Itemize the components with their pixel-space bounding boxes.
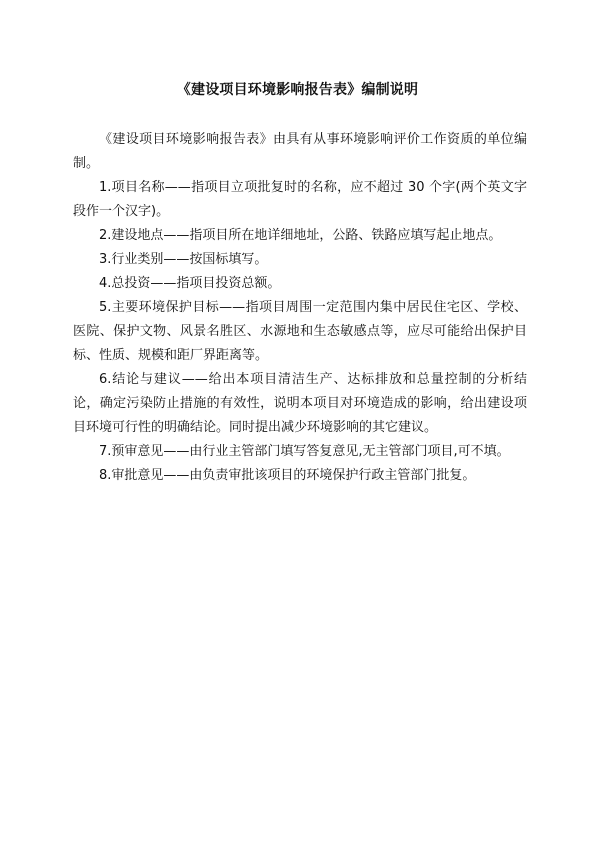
- intro-paragraph: 《建设项目环境影响报告表》由具有从事环境影响评价工作资质的单位编制。: [73, 132, 527, 171]
- document-title: 《建设项目环境影响报告表》编制说明: [176, 82, 419, 98]
- item-construction-site: 2.建设地点——指项目所在地详细地址，公路、铁路应填写起止地点。: [99, 228, 502, 243]
- item-total-investment: 4.总投资——指项目投资总额。: [99, 276, 281, 291]
- item-conclusions: 6.结论与建议——给出本项目清洁生产、达标排放和总量控制的分析结论，确定污染防止措施的有效性，说明本项目对环境造成的影响，给出建设项目环境可行性的明确结论。同时提出减少环境影响的其它建议。: [73, 372, 527, 435]
- item-approval: 8.审批意见——由负责审批该项目的环境保护行政主管部门批复。: [99, 468, 476, 483]
- item-protection-targets: 5.主要环境保护目标——指项目周围一定范围内集中居民住宅区、学校、医院、保护文物、风景名胜区、水源地和生态敏感点等，应尽可能给出保护目标、性质、规模和距厂界距离等。: [73, 300, 527, 363]
- item-project-name: 1.项目名称——指项目立项批复时的名称，应不超过 30 个字(两个英文字段作一个汉字)。: [73, 180, 527, 219]
- document-body: [73, 128, 527, 488]
- item-industry-category: 3.行业类别——按国标填写。: [99, 252, 268, 267]
- item-pre-review: 7.预审意见——由行业主管部门填写答复意见,无主管部门项目,可不填。: [99, 444, 510, 459]
